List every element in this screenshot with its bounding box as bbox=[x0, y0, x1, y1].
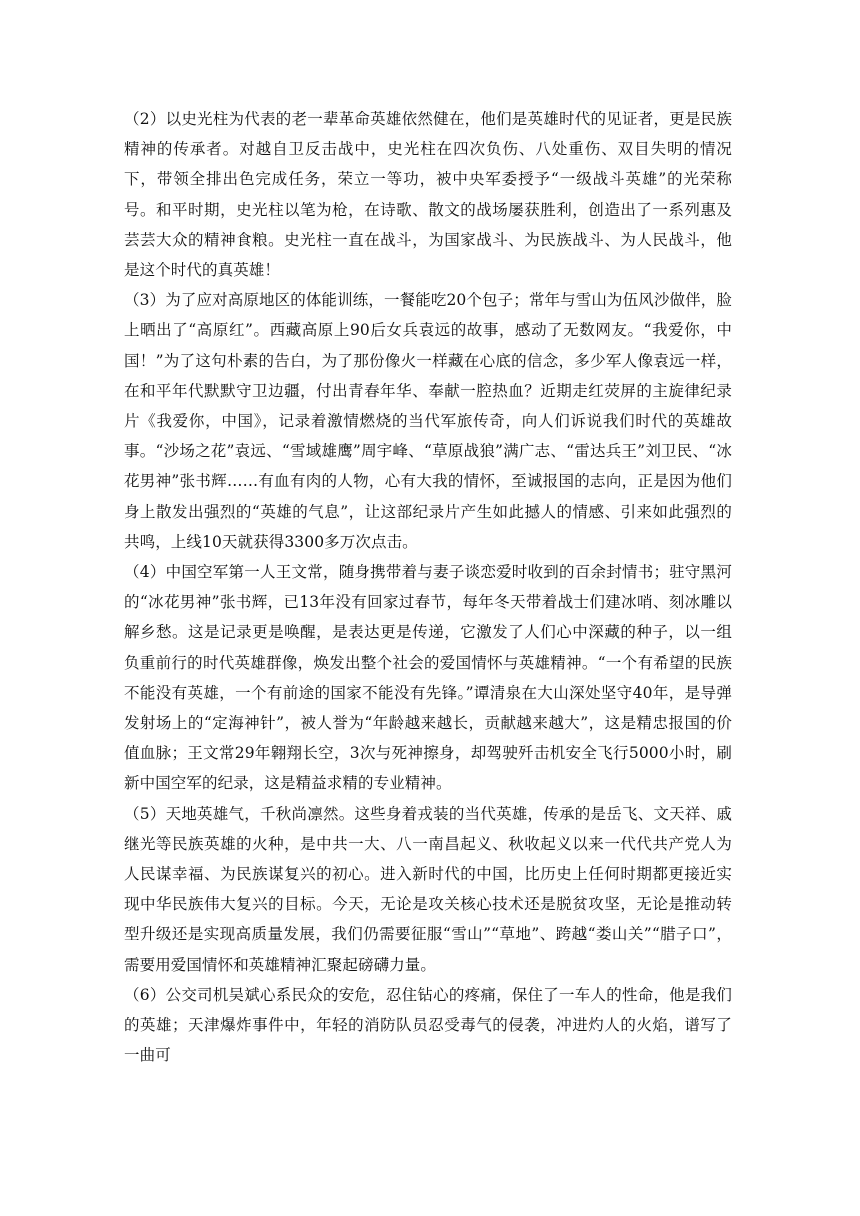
paragraph-4: （4）中国空军第一人王文常，随身携带着与妻子谈恋爱时收到的百余封情书；驻守黑河的“冰花男神”张书辉，已13年没有回家过春节，每年冬天带着战士们建冰哨、刻冰雕以解乡愁。这是记录更是唤醒，是表达更是传递，它激发了人们心中深藏的种子，以一组负重前行的时代英雄群像，焕发出整个社会的爱国情怀与英雄精神。“一个有希望的民族不能没有英雄，一个有前途的国家不能没有先锋。”谭清泉在大山深处坚守40年，是导弹发射场上的“定海神针”，被人誉为“年龄越来越长，贡献越来越大”，这是精忠报国的价值血脉；王文常29年翱翔长空，3次与死神擦身，却驾驶歼击机安全飞行5000小时，刷新中国空军的纪录，这是精益求精的专业精神。 bbox=[124, 563, 732, 793]
paragraph-2: （2）以史光柱为代表的老一辈革命英雄依然健在，他们是英雄时代的见证者，更是民族精神的传承者。对越自卫反击战中，史光柱在四次负伤、八处重伤、双目失明的情况下，带领全排出色完成任务，荣立一等功，被中央军委授予“一级战斗英雄”的光荣称号。和平时期，史光柱以笔为枪，在诗歌、散文的战场屡获胜利，创造出了一系列惠及芸芸大众的精神食粮。史光柱一直在战斗，为国家战斗、为民族战斗、为人民战斗，他是这个时代的真英雄！ bbox=[124, 110, 732, 280]
document-body bbox=[124, 104, 732, 1071]
paragraph-6: （6）公交司机吴斌心系民众的安危，忍住钻心的疼痛，保住了一车人的性命，他是我们的英雄；天津爆炸事件中，年轻的消防队员忍受毒气的侵袭，冲进灼人的火焰，谱写了一曲可 bbox=[124, 985, 732, 1065]
paragraph-3: （3）为了应对高原地区的体能训练，一餐能吃20个包子；常年与雪山为伍风沙做伴，脸上晒出了“高原红”。西藏高原上90后女兵袁远的故事，感动了无数网友。“我爱你，中国！”为了这句朴素的告白，为了那份像火一样藏在心底的信念，多少军人像袁远一样，在和平年代默默守卫边疆，付出青春年华、奉献一腔热血？近期走红荧屏的主旋律纪录片《我爱你，中国》，记录着激情燃烧的当代军旅传奇，向人们诉说我们时代的英雄故事。“沙场之花”袁远、“雪域雄鹰”周宇峰、“草原战狼”满广志、“雷达兵王”刘卫民、“冰花男神”张书辉……有血有肉的人物，心有大我的情怀，至诚报国的志向，正是因为他们身上散发出强烈的“英雄的气息”，让这部纪录片产生如此撼人的情感、引来如此强烈的共鸣，上线10天就获得3300多万次点击。 bbox=[124, 291, 732, 551]
paragraph-5: （5）天地英雄气，千秋尚凛然。这些身着戎装的当代英雄，传承的是岳飞、文天祥、戚继光等民族英雄的火种，是中共一大、八一南昌起义、秋收起义以来一代代共产党人为人民谋幸福、为民族谋复兴的初心。进入新时代的中国，比历史上任何时期都更接近实现中华民族伟大复兴的目标。今天，无论是攻关核心技术还是脱贫攻坚，无论是推动转型升级还是实现高质量发展，我们仍需要征服“雪山”“草地”、跨越“娄山关”“腊子口”，需要用爱国情怀和英雄精神汇聚起磅礴力量。 bbox=[124, 804, 732, 974]
